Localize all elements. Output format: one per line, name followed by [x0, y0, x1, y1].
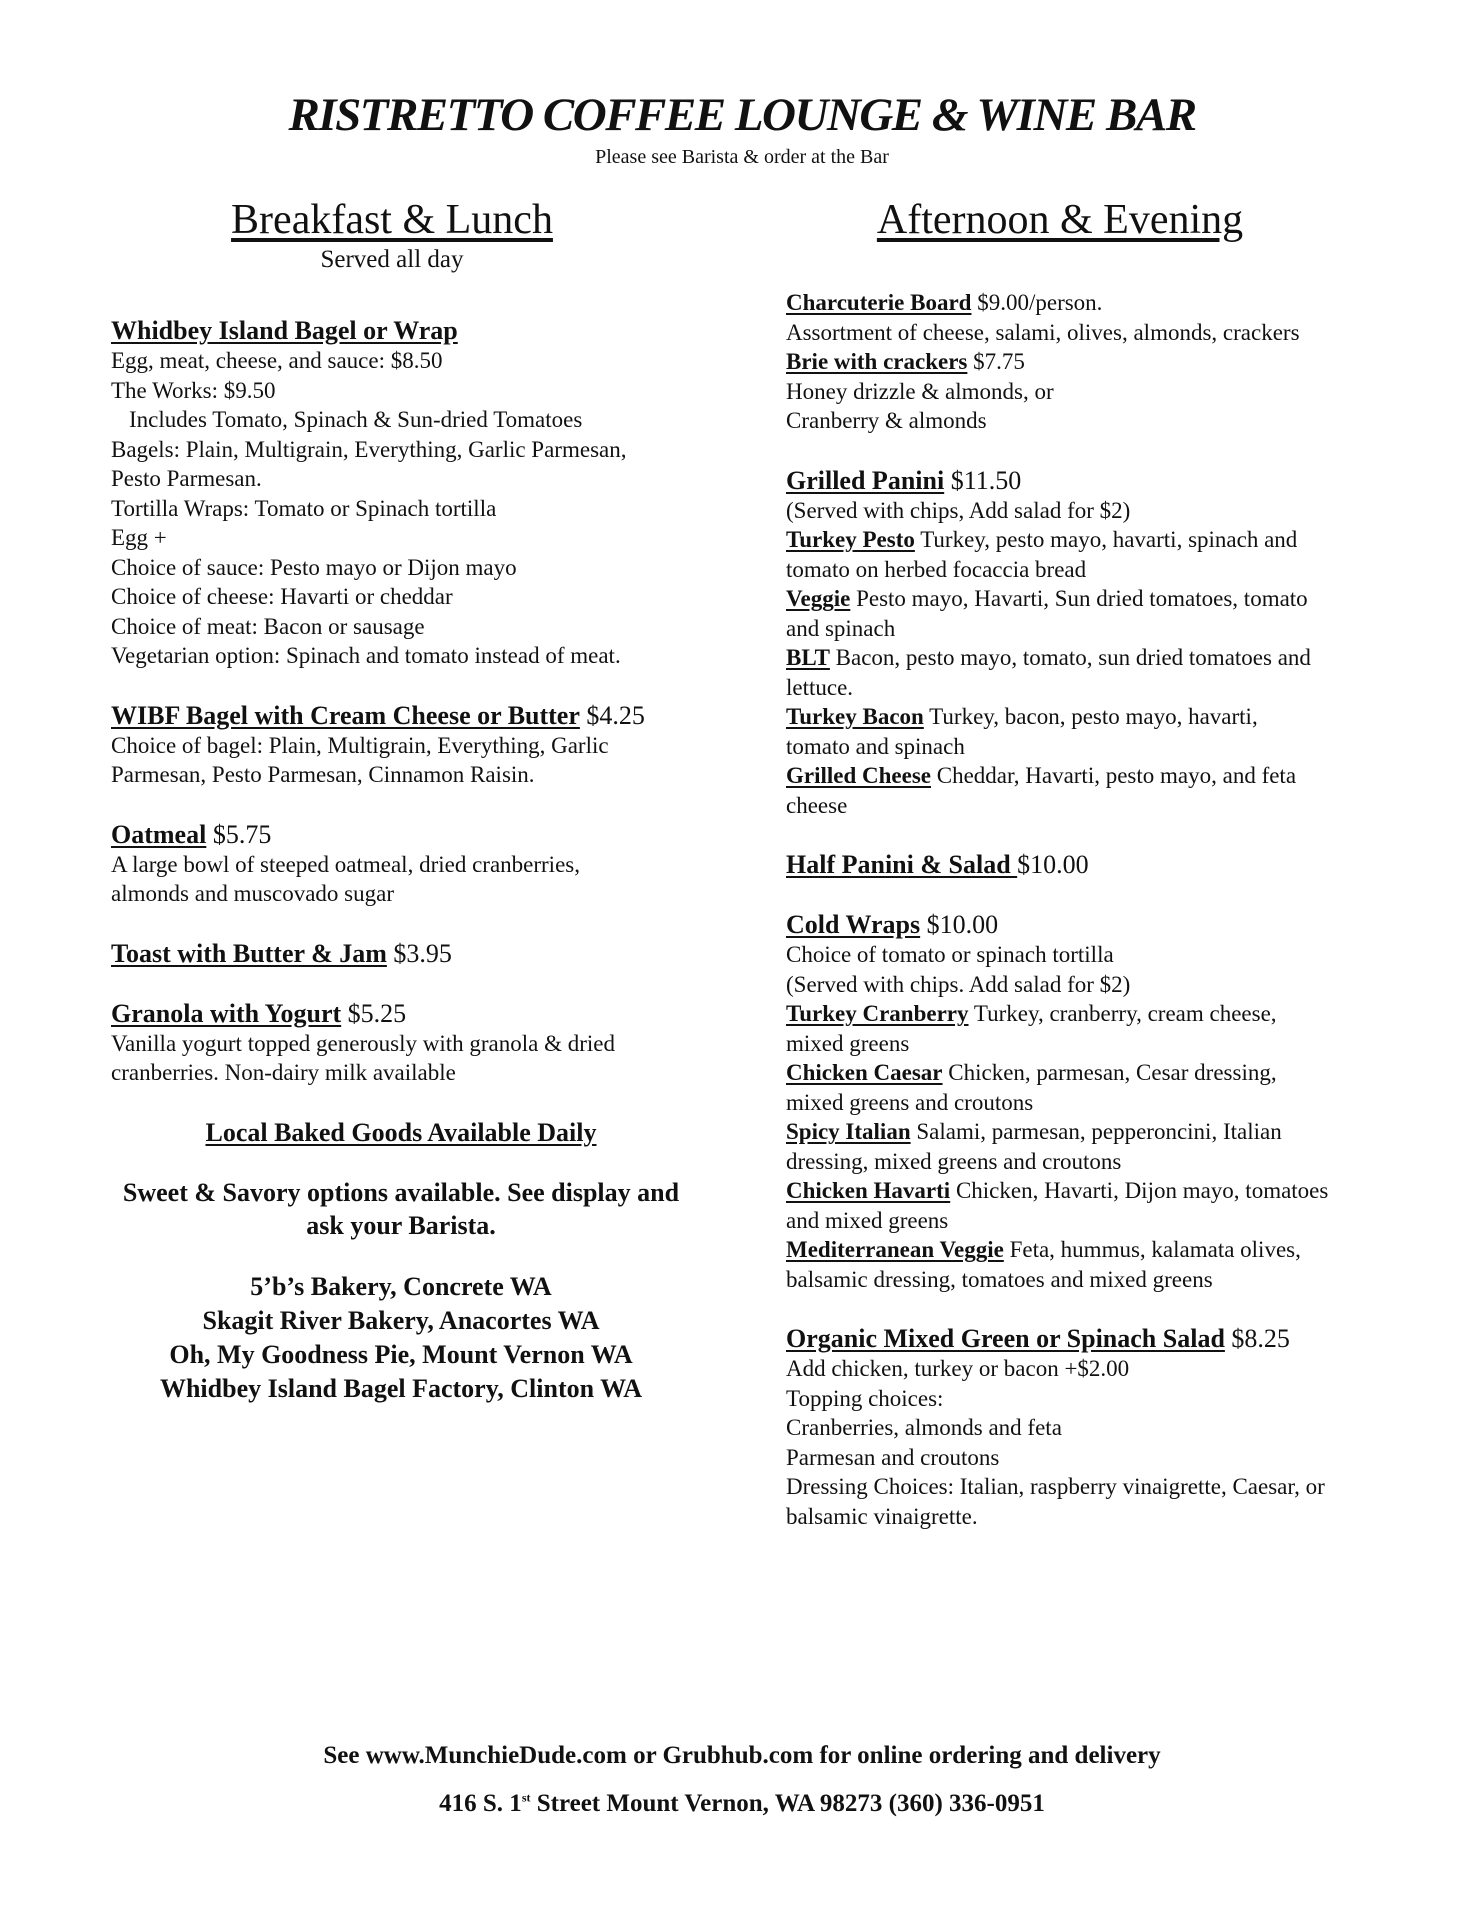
item-line: tomato on herbed focaccia bread [786, 556, 1087, 582]
sub-item-desc: Cheddar, Havarti, pesto mayo, and feta [931, 763, 1297, 789]
item-line: Egg + [111, 525, 167, 551]
page-subtitle: Please see Barista & order at the Bar [595, 146, 889, 168]
item-price: $9.00/person. [977, 290, 1103, 316]
item-line: Parmesan and croutons [786, 1444, 1000, 1470]
item-title: Toast with Butter & Jam [111, 938, 387, 968]
item-line: (Served with chips. Add salad for $2) [786, 971, 1131, 997]
item-line: Choice of tomato or spinach tortilla [786, 942, 1114, 968]
item-line: mixed greens [786, 1030, 910, 1056]
item-line: almonds and muscovado sugar [111, 881, 394, 907]
sub-item-name: Turkey Cranberry [786, 1001, 969, 1027]
item-line: lettuce. [786, 674, 854, 700]
item-title: Cold Wraps [786, 910, 921, 940]
item-line: balsamic dressing, tomatoes and mixed greens [786, 1266, 1213, 1292]
item-line: Cranberry & almonds [786, 408, 987, 434]
item-line: cranberries. Non-dairy milk available [111, 1060, 456, 1086]
bakery-name: Skagit River Bakery, Anacortes WA [202, 1306, 600, 1335]
item-title: Oatmeal [111, 819, 207, 849]
sub-item-name: BLT [786, 645, 830, 671]
online-ordering-note: See www.MunchieDude.com or Grubhub.com for online ordering and delivery [323, 1742, 1161, 1769]
sub-item-desc: Bacon, pesto mayo, tomato, sun dried tomatoes and [829, 645, 1311, 671]
menu-item [786, 910, 1386, 1294]
bakery-name: 5’b’s Bakery, Concrete WA [250, 1272, 552, 1301]
item-line: A large bowl of steeped oatmeal, dried cranberries, [111, 851, 580, 877]
item-line: Honey drizzle & almonds, or [786, 378, 1054, 404]
item-line: Choice of bagel: Plain, Multigrain, Everything, Garlic [111, 732, 609, 758]
sub-item-name: Chicken Havarti [786, 1178, 951, 1204]
item-line: tomato and spinach [786, 733, 965, 759]
menu-item [111, 999, 701, 1088]
item-line: Vanilla yogurt topped generously with granola & dried [111, 1030, 615, 1056]
sub-item-desc: Feta, hummus, kalamata olives, [1003, 1237, 1301, 1263]
sub-item-name: Turkey Bacon [786, 704, 924, 730]
menu-item [111, 316, 701, 671]
item-title: Whidbey Island Bagel or Wrap [111, 316, 458, 346]
item-line: Egg, meat, cheese, and sauce: $8.50 [111, 348, 443, 374]
item-price: $10.00 [1017, 850, 1089, 880]
page-title: RISTRETTO COFFEE LOUNGE & WINE BAR [288, 89, 1196, 141]
sub-item-desc: Pesto mayo, Havarti, Sun dried tomatoes, tomato [850, 586, 1308, 612]
afternoon-evening-heading: Afternoon & Evening [876, 197, 1244, 243]
menu-item [111, 820, 701, 909]
afternoon-evening-column [786, 196, 1386, 1531]
sub-item-name: Turkey Pesto [786, 527, 915, 553]
item-title: WIBF Bagel with Cream Cheese or Butter [111, 700, 580, 730]
item-line: (Served with chips, Add salad for $2) [786, 497, 1131, 523]
sub-item-desc: Turkey, pesto mayo, havarti, spinach and [914, 527, 1298, 553]
sub-item-name: Spicy Italian [786, 1119, 911, 1145]
sub-item-desc: Turkey, cranberry, cream cheese, [968, 1001, 1277, 1027]
item-price: $7.75 [973, 349, 1025, 375]
item-line: Dressing Choices: Italian, raspberry vinaigrette, Caesar, or [786, 1474, 1325, 1500]
item-line: Choice of cheese: Havarti or cheddar [111, 584, 453, 610]
item-line: mixed greens and croutons [786, 1089, 1034, 1115]
address-sup: st [521, 1790, 531, 1805]
item-line: and mixed greens [786, 1207, 949, 1233]
menu-item [111, 939, 701, 969]
item-line: Tortilla Wraps: Tomato or Spinach tortilla [111, 495, 497, 521]
item-price: $11.50 [950, 465, 1022, 495]
item-line: Bagels: Plain, Multigrain, Everything, Garlic Parmesan, [111, 436, 627, 462]
item-line: Cranberries, almonds and feta [786, 1415, 1062, 1441]
item-line: Pesto Parmesan. [111, 466, 262, 492]
menu-item [786, 1324, 1386, 1531]
sub-item-desc: Turkey, bacon, pesto mayo, havarti, [923, 704, 1258, 730]
menu-item [111, 701, 701, 790]
served-all-day-note: Served all day [320, 246, 464, 274]
menu-item [786, 850, 1386, 880]
item-line: The Works: $9.50 [111, 377, 276, 403]
item-title: Charcuterie Board [786, 290, 972, 316]
bakery-name: Whidbey Island Bagel Factory, Clinton WA [159, 1374, 643, 1403]
item-price: $3.95 [393, 938, 452, 968]
sub-item-name: Chicken Caesar [786, 1060, 943, 1086]
baked-goods-section [111, 1118, 691, 1406]
sub-item-desc: Chicken, Havarti, Dijon mayo, tomatoes [950, 1178, 1329, 1204]
item-price: $5.25 [347, 998, 407, 1028]
item-line: Assortment of cheese, salami, olives, almonds, crackers [786, 319, 1300, 345]
menu-item [786, 288, 1386, 436]
item-line: Parmesan, Pesto Parmesan, Cinnamon Raisin. [111, 762, 535, 788]
item-price: $4.25 [586, 700, 645, 730]
baked-goods-desc: ask your Barista. [306, 1211, 496, 1240]
breakfast-lunch-column [111, 196, 701, 1088]
item-line: Choice of sauce: Pesto mayo or Dijon mayo [111, 554, 517, 580]
bakery-list [111, 1270, 691, 1406]
sub-item-desc: Salami, parmesan, pepperoncini, Italian [910, 1119, 1282, 1145]
baked-goods-desc: Sweet & Savory options available. See display and [122, 1178, 680, 1207]
sub-item-name: Veggie [786, 586, 851, 612]
menu-item [786, 466, 1386, 821]
item-line: dressing, mixed greens and croutons [786, 1148, 1122, 1174]
sub-item-name: Grilled Cheese [786, 763, 931, 789]
item-title: Granola with Yogurt [111, 998, 342, 1028]
address-post: Street Mount Vernon, WA 98273 (360) 336-0951 [530, 1790, 1045, 1817]
item-title: Grilled Panini [786, 465, 945, 495]
breakfast-lunch-heading: Breakfast & Lunch [231, 197, 553, 243]
item-title: Organic Mixed Green or Spinach Salad [786, 1324, 1225, 1354]
item-line: Add chicken, turkey or bacon +$2.00 [786, 1356, 1130, 1382]
item-title: Brie with crackers [786, 349, 968, 375]
item-line: Choice of meat: Bacon or sausage [111, 613, 425, 639]
sub-item-name: Mediterranean Veggie [786, 1237, 1004, 1263]
item-price: $8.25 [1231, 1324, 1290, 1354]
item-title: Half Panini & Salad [786, 850, 1018, 880]
baked-goods-title: Local Baked Goods Available Daily [205, 1118, 597, 1147]
address-pre: 416 S. 1 [439, 1790, 522, 1817]
item-line: Vegetarian option: Spinach and tomato instead of meat. [111, 643, 621, 669]
item-price: $5.75 [212, 819, 272, 849]
item-line: Topping choices: [786, 1385, 944, 1411]
item-line: cheese [786, 792, 848, 818]
sub-item-desc: Chicken, parmesan, Cesar dressing, [942, 1060, 1277, 1086]
bakery-name: Oh, My Goodness Pie, Mount Vernon WA [169, 1340, 633, 1369]
address-line [0, 1790, 1484, 1818]
item-line: and spinach [786, 615, 896, 641]
item-line: balsamic vinaigrette. [786, 1503, 978, 1529]
item-line: Includes Tomato, Spinach & Sun-dried Tomatoes [129, 407, 583, 433]
item-price: $10.00 [926, 910, 999, 940]
